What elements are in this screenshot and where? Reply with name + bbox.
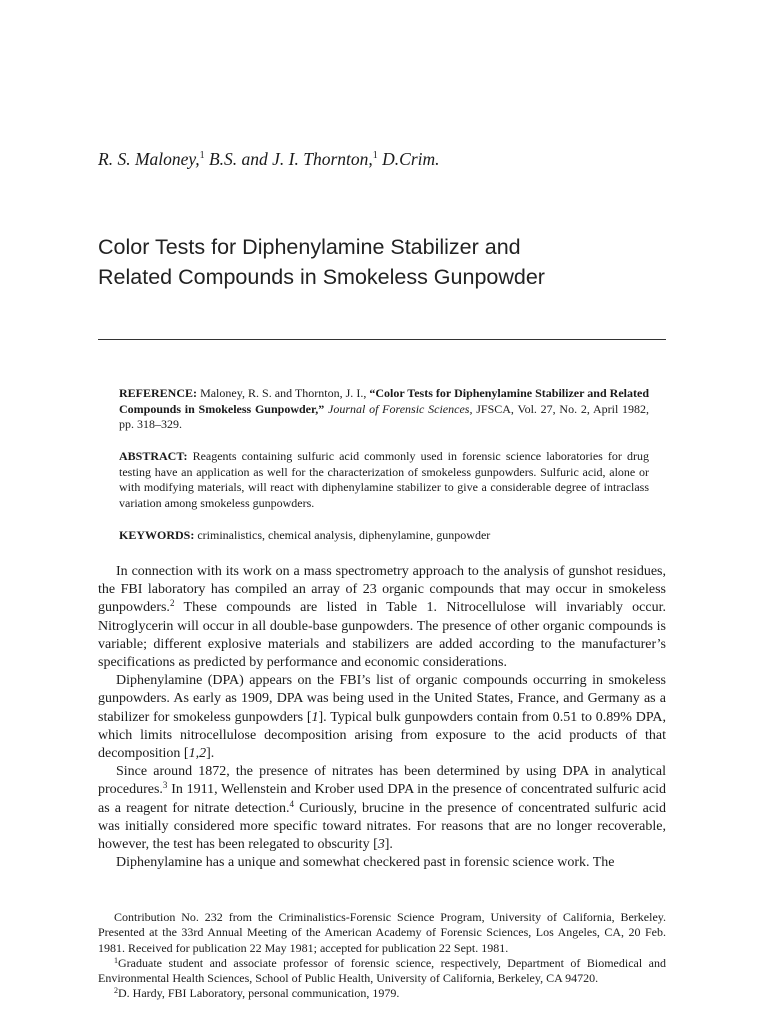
author-degree: D.Crim. bbox=[382, 149, 440, 169]
footnote-text: D. Hardy, FBI Laboratory, personal communication, 1979. bbox=[118, 986, 400, 1001]
author-name: R. S. Maloney, bbox=[98, 149, 200, 169]
citation-ref: 1 bbox=[311, 709, 319, 725]
footnotes bbox=[98, 910, 666, 1002]
paper-title bbox=[98, 232, 698, 292]
paragraph bbox=[98, 672, 666, 763]
reference-authors: Maloney, R. S. and Thornton, J. I., bbox=[200, 386, 367, 400]
footnote-marker: 2 bbox=[169, 598, 175, 609]
footnote-number: 2 bbox=[114, 986, 118, 996]
paragraph-text: ]. bbox=[206, 746, 215, 762]
reference-article-title: “Color Tests for Diphenylamine Stabilizer and Related Compounds in Smokeless Gunpowder,” bbox=[119, 386, 649, 416]
paragraph-text: These compounds are listed in Table 1. Nitrocellulose will invariably occur. Nitroglycerin will occur in all double-base gunpowders. The presence of other organic compounds is variable; different explosive materials and stabilizers are added according to the manufacturer’s specifications as predicted by performance and economic considerations. bbox=[98, 600, 666, 671]
author-name: B.S. and J. I. Thornton, bbox=[208, 149, 373, 169]
footnote bbox=[98, 986, 666, 1001]
paragraph bbox=[98, 854, 666, 872]
body-text bbox=[98, 563, 666, 872]
citation-ref: 3 bbox=[377, 837, 385, 853]
abstract-label: ABSTRACT: bbox=[119, 449, 188, 463]
paragraph-text: Since around 1872, the presence of nitrates has been determined by using DPA in analytical procedures. bbox=[98, 764, 666, 798]
keywords-block bbox=[119, 528, 649, 544]
reference-details: JFSCA, Vol. 27, No. 2, April 1982, pp. 318–329. bbox=[119, 401, 650, 431]
paragraph-text: In 1911, Wellenstein and Krober used DPA in the presence of concentrated sulfuric acid as a reagent for nitrate detection. bbox=[98, 782, 666, 816]
paragraph-text: Curiously, brucine in the presence of concentrated sulfuric acid was initially considered more specific toward nitrates. For reasons that are no longer recoverable, however, the test has been relegated to obscurity [ bbox=[98, 800, 667, 853]
footnote-marker: 3 bbox=[162, 780, 168, 791]
footnote-marker: 4 bbox=[289, 798, 295, 809]
footnote-contribution: Contribution No. 232 from the Criminalistics-Forensic Science Program, University of California, Berkeley. Presented at the 33rd Annual Meeting of the American Academy of Forensic Sciences, Los Angeles, CA, 20 Feb. 1981. Received for publication 22 May 1981; accepted for publication 22 Sept. 1981. bbox=[98, 910, 666, 955]
paragraph-text: In connection with its work on a mass spectrometry approach to the analysis of gunshot residues, the FBI laboratory has compiled an array of 23 organic compounds that may occur in smokeless gunpowders. bbox=[98, 564, 666, 616]
keywords-text: criminalistics, chemical analysis, diphenylamine, gunpowder bbox=[197, 528, 491, 542]
reference-block bbox=[119, 386, 649, 433]
header-divider bbox=[98, 339, 666, 340]
reference-journal: Journal of Forensic Sciences, bbox=[328, 401, 473, 416]
paragraph bbox=[98, 763, 666, 854]
affiliation-marker: 1 bbox=[199, 150, 205, 161]
abstract-block bbox=[119, 449, 649, 511]
title-line: Related Compounds in Smokeless Gunpowder bbox=[98, 265, 545, 289]
title-line: Color Tests for Diphenylamine Stabilizer and bbox=[98, 235, 521, 259]
footnote bbox=[98, 956, 666, 987]
paragraph-text: Diphenylamine has a unique and somewhat checkered past in forensic science work. The bbox=[116, 855, 615, 871]
citation-ref: 1,2 bbox=[188, 746, 207, 762]
paragraph bbox=[98, 563, 666, 672]
affiliation-marker: 1 bbox=[372, 150, 378, 161]
paragraph-text: ]. bbox=[384, 837, 393, 853]
author-line bbox=[98, 149, 698, 170]
paragraph-text: ]. Typical bulk gunpowders contain from 0.51 to 0.89% DPA, which limits nitrocellulose decomposition arising from exposure to the acid products of that decomposition [ bbox=[98, 709, 666, 762]
paragraph-text: Diphenylamine (DPA) appears on the FBI’s list of organic compounds occurring in smokeless gunpowders. As early as 1909, DPA was being used in the United States, France, and Germany as a stabilizer for smokeless gunpowders [ bbox=[98, 673, 666, 725]
footnote-number: 1 bbox=[114, 955, 118, 965]
abstract-text: Reagents containing sulfuric acid commonly used in forensic science laboratories for drug testing have an application as well for the characterization of smokeless gunpowders. Sulfuric acid, alone or with modifying materials, will react with diphenylamine stabilizer to give a considerable degree of intraclass variation among smokeless gunpowders. bbox=[119, 449, 650, 510]
reference-label: REFERENCE: bbox=[119, 386, 198, 400]
footnote-text: Graduate student and associate professor of forensic science, respectively, Department of Biomedical and Environmental Health Sciences, School of Public Health, University of California, Berkeley, CA 94720. bbox=[98, 955, 666, 986]
keywords-label: KEYWORDS: bbox=[119, 528, 195, 542]
